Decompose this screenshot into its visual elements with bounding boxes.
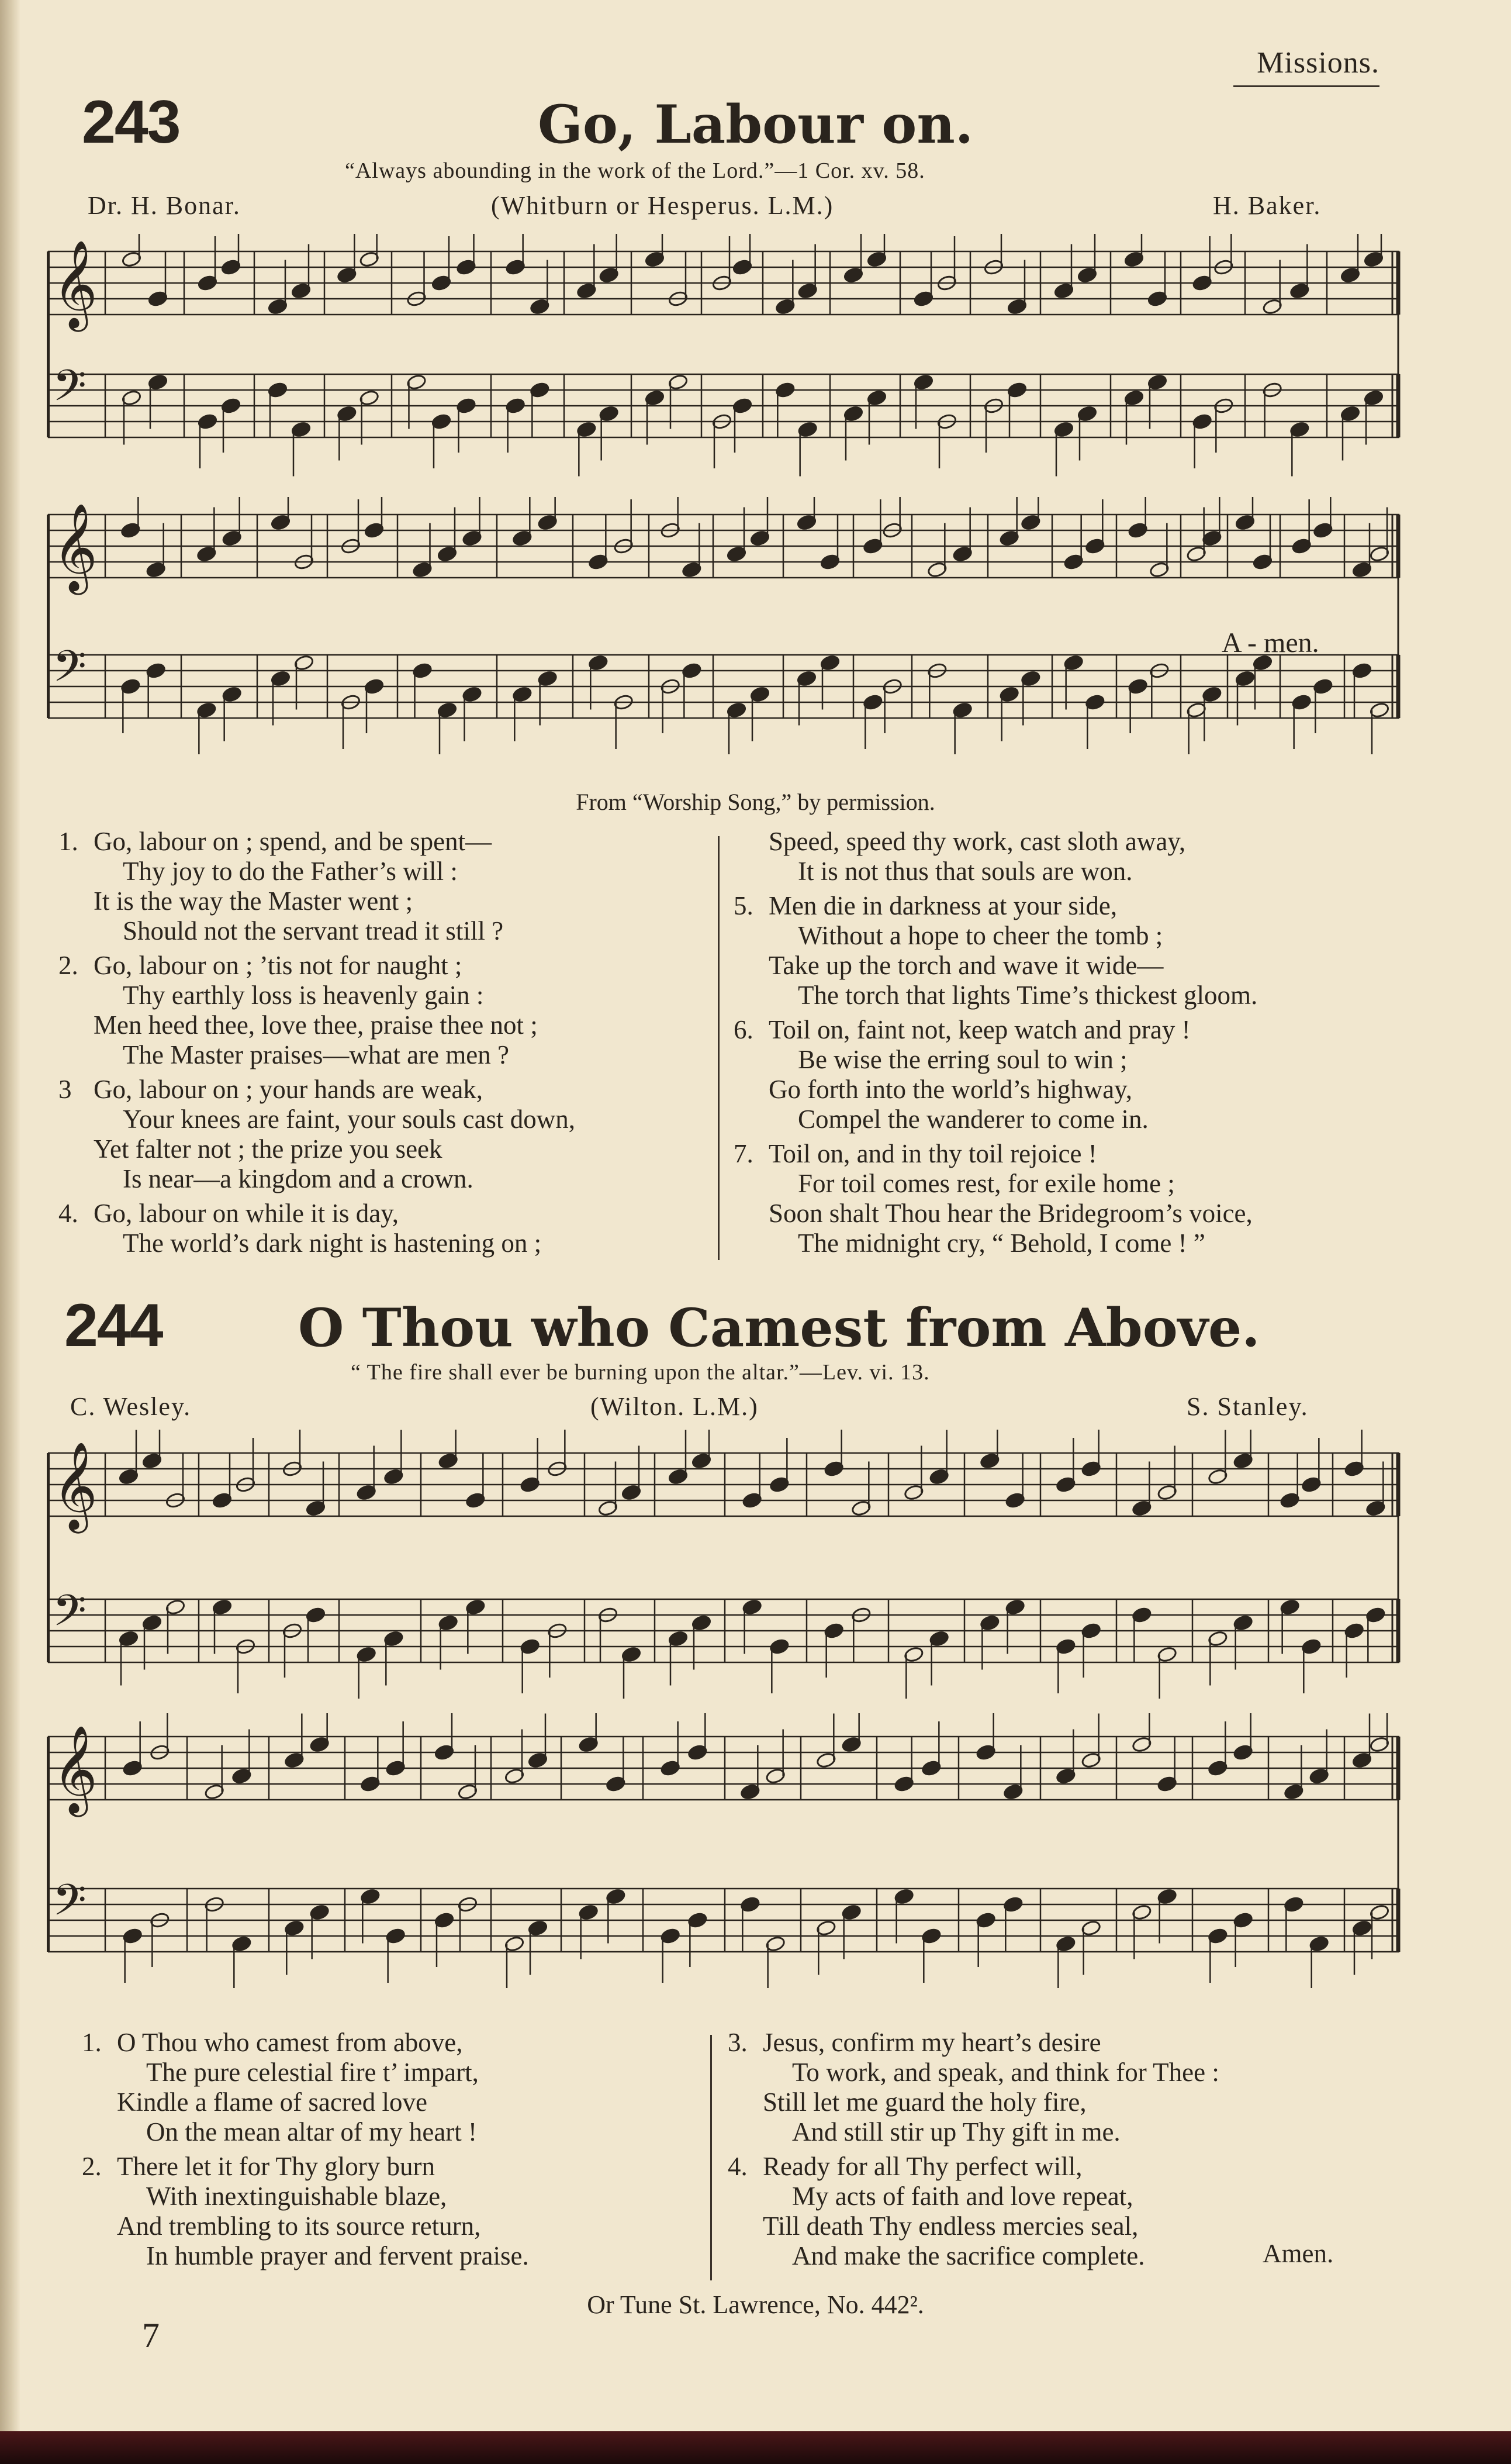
verse-line — [58, 981, 575, 1010]
verse-line — [734, 1199, 1257, 1228]
hymn-244-author: C. Wesley. — [70, 1392, 192, 1421]
verse-line — [728, 2058, 1219, 2087]
verse-line-text: It is not thus that souls are won. — [798, 857, 1133, 886]
verse-line — [734, 1045, 1257, 1075]
verse-line-text: The Master praises—what are men ? — [123, 1040, 509, 1069]
hymn-244-title: O Thou who Camest from Above. — [298, 1297, 1260, 1359]
verse-line — [58, 1228, 575, 1258]
verse-line — [82, 2241, 529, 2271]
verse-line — [728, 2087, 1219, 2117]
verse-line-text: The world’s dark night is hastening on ; — [123, 1228, 542, 1258]
hymn-244-music-system-2 — [47, 1713, 1403, 1988]
verse-line — [58, 1134, 575, 1164]
verse-line — [82, 2182, 529, 2211]
verse-line-text: With inextinguishable blaze, — [146, 2182, 447, 2211]
verse-line-text: Yet falter not ; the prize you seek — [94, 1134, 442, 1164]
hymn-243-number: 243 — [82, 88, 180, 156]
hymn-244-column-rule — [710, 2035, 712, 2280]
verse-line — [728, 2028, 1219, 2058]
book-spine-edge — [0, 0, 20, 2464]
verse-line-text: Should not the servant tread it still ? — [123, 916, 504, 945]
hymn-244-number: 244 — [64, 1292, 162, 1359]
verse-line — [728, 2211, 1219, 2241]
verse — [82, 2028, 529, 2147]
verse-line — [728, 2152, 1219, 2182]
verse-line-text: In humble prayer and fervent praise. — [146, 2241, 529, 2270]
hymn-243-title: Go, Labour on. — [538, 94, 974, 156]
verse-line-text: Be wise the erring soul to win ; — [798, 1045, 1128, 1074]
hymn-243-staves-1 — [47, 234, 1403, 479]
verse-line-text: Thy earthly loss is heavenly gain : — [123, 981, 484, 1010]
hymn-243-column-rule — [718, 836, 720, 1260]
verse-line — [58, 1040, 575, 1070]
verse-line — [734, 1015, 1257, 1045]
section-rule — [1233, 85, 1379, 87]
verse-line — [58, 1010, 575, 1040]
verse-line — [734, 981, 1257, 1010]
verse-line-text: Go forth into the world’s highway, — [769, 1075, 1133, 1104]
verse-line-text: Soon shalt Thou hear the Bridegroom’s voice, — [769, 1199, 1253, 1228]
verse-number: 4. — [58, 1199, 78, 1228]
verse-number: 3 — [58, 1075, 72, 1104]
verse-line — [734, 1228, 1257, 1258]
verse-line-text: Take up the torch and wave it wide— — [769, 951, 1164, 980]
verse — [734, 1015, 1257, 1134]
verse-number: 1. — [58, 827, 78, 856]
verse-line — [734, 951, 1257, 981]
verse-line — [734, 891, 1257, 921]
verse-line-text: Till death Thy endless mercies seal, — [763, 2211, 1139, 2241]
treble-clef-icon: 𝄞 — [53, 1724, 98, 1813]
verse-line — [58, 827, 575, 857]
verse-number: 2. — [58, 951, 78, 980]
verse-line — [58, 916, 575, 946]
verse-line-text: My acts of faith and love repeat, — [792, 2182, 1133, 2211]
page-number: 7 — [142, 2316, 160, 2355]
verse-line — [82, 2152, 529, 2182]
bass-clef-icon: 𝄢 — [53, 1875, 87, 1937]
hymn-244-amen-label: Amen. — [1263, 2239, 1334, 2268]
verse-line-text: Go, labour on ; spend, and be spent— — [94, 827, 492, 856]
verse-line-text: O Thou who camest from above, — [117, 2028, 463, 2057]
hymn-243-verses-right — [734, 827, 1257, 1263]
verse — [728, 2028, 1219, 2147]
verse — [58, 951, 575, 1070]
verse-line-text: And still stir up Thy gift in me. — [792, 2117, 1121, 2146]
verse-line-text: Is near—a kingdom and a crown. — [123, 1164, 473, 1193]
verse-line-text: And make the sacrifice complete. — [792, 2241, 1145, 2270]
verse-line-text: Without a hope to cheer the tomb ; — [798, 921, 1163, 950]
verse-number: 1. — [82, 2028, 102, 2057]
treble-clef-icon: 𝄞 — [53, 1440, 98, 1530]
verse — [734, 827, 1257, 886]
verse — [58, 1199, 575, 1258]
verse-line-text: Jesus, confirm my heart’s desire — [763, 2028, 1101, 2057]
hymn-244-alternate-tune-note: Or Tune St. Lawrence, No. 442². — [587, 2290, 924, 2319]
verse-line-text: Men die in darkness at your side, — [769, 891, 1118, 920]
verse-line-text: Thy joy to do the Father’s will : — [123, 857, 458, 886]
verse-line-text: There let it for Thy glory burn — [117, 2152, 435, 2181]
verse-line-text: The midnight cry, “ Behold, I come ! ” — [798, 1228, 1205, 1258]
verse-line — [734, 1075, 1257, 1105]
bass-clef-icon: 𝄢 — [53, 641, 87, 703]
verse-line — [82, 2211, 529, 2241]
verse-number: 5. — [734, 891, 753, 920]
verse — [734, 891, 1257, 1010]
verse-number: 7. — [734, 1139, 753, 1168]
verse-line — [58, 1075, 575, 1105]
treble-clef-icon: 𝄞 — [53, 502, 98, 591]
verse-number: 2. — [82, 2152, 102, 2181]
page-bottom-band — [0, 2431, 1511, 2464]
verse-line-text: Go, labour on while it is day, — [94, 1199, 399, 1228]
verse-line-text: And trembling to its source return, — [117, 2211, 481, 2241]
hymn-244-staves-1 — [47, 1430, 1403, 1699]
verse-line — [82, 2028, 529, 2058]
verse-line — [58, 951, 575, 981]
bass-clef-icon: 𝄢 — [53, 1585, 87, 1647]
section-label: Missions. — [1257, 46, 1379, 80]
verse-line-text: Men heed thee, love thee, praise thee not ; — [94, 1010, 538, 1040]
verse-line — [82, 2087, 529, 2117]
hymn-244-composer: S. Stanley. — [1187, 1392, 1309, 1421]
verse-line — [734, 1139, 1257, 1169]
hymn-243-permission: From “Worship Song,” by permission. — [576, 789, 935, 815]
hymn-244-verses-right — [728, 2028, 1219, 2276]
verse-line-text: For toil comes rest, for exile home ; — [798, 1169, 1175, 1198]
hymn-243-music-system-2 — [47, 497, 1403, 754]
verse-line — [734, 827, 1257, 857]
hymn-244-music-system-1 — [47, 1430, 1403, 1699]
verse-line — [728, 2182, 1219, 2211]
verse-line — [58, 1199, 575, 1228]
verse-line-text: Compel the wanderer to come in. — [798, 1105, 1149, 1134]
verse — [734, 1139, 1257, 1258]
verse-line-text: To work, and speak, and think for Thee : — [792, 2058, 1219, 2087]
verse-line — [734, 1105, 1257, 1134]
bass-clef-icon: 𝄢 — [53, 360, 87, 422]
verse-line-text: The torch that lights Time’s thickest gloom. — [798, 981, 1258, 1010]
verse — [82, 2152, 529, 2271]
verse-line-text: Your knees are faint, your souls cast down, — [123, 1105, 576, 1134]
hymn-244-tune: (Wilton. L.M.) — [590, 1392, 759, 1421]
verse-line — [58, 857, 575, 886]
verse-line — [734, 857, 1257, 886]
verse-number: 6. — [734, 1015, 753, 1044]
verse-line — [82, 2117, 529, 2147]
hymn-243-staves-2 — [47, 497, 1403, 754]
hymn-243-amen-label: A - men. — [1222, 627, 1319, 658]
verse-line-text: Speed, speed thy work, cast sloth away, — [769, 827, 1186, 856]
verse-number: 3. — [728, 2028, 748, 2057]
verse-line-text: The pure celestial fire t’ impart, — [146, 2058, 479, 2087]
hymn-244-verses-left — [82, 2028, 529, 2276]
verse-line — [728, 2241, 1219, 2271]
hymn-244-staves-2 — [47, 1713, 1403, 1988]
hymn-244-epigraph: “ The fire shall ever be burning upon the altar.”—Lev. vi. 13. — [351, 1360, 930, 1385]
hymn-243-epigraph: “Always abounding in the work of the Lord.”—1 Cor. xv. 58. — [345, 158, 925, 183]
verse-line — [58, 886, 575, 916]
hymn-243-tune: (Whitburn or Hesperus. L.M.) — [491, 191, 834, 220]
verse-number: 4. — [728, 2152, 748, 2181]
verse-line — [734, 1169, 1257, 1199]
verse-line-text: Toil on, and in thy toil rejoice ! — [769, 1139, 1097, 1168]
hymn-243-author: Dr. H. Bonar. — [88, 191, 241, 220]
verse — [58, 1075, 575, 1194]
verse-line-text: Go, labour on ; ’tis not for naught ; — [94, 951, 462, 980]
verse-line-text: Ready for all Thy perfect will, — [763, 2152, 1083, 2181]
verse-line-text: Kindle a flame of sacred love — [117, 2087, 428, 2117]
treble-clef-icon: 𝄞 — [53, 239, 98, 328]
verse-line — [58, 1164, 575, 1194]
verse-line-text: On the mean altar of my heart ! — [146, 2117, 478, 2146]
verse — [728, 2152, 1219, 2271]
verse-line-text: Toil on, faint not, keep watch and pray ! — [769, 1015, 1191, 1044]
verse-line — [734, 921, 1257, 951]
verse-line-text: Go, labour on ; your hands are weak, — [94, 1075, 483, 1104]
verse-line — [728, 2117, 1219, 2147]
verse — [58, 827, 575, 946]
verse-line — [82, 2058, 529, 2087]
hymn-243-music-system-1 — [47, 234, 1403, 479]
hymn-243-composer: H. Baker. — [1213, 191, 1322, 220]
verse-line — [58, 1105, 575, 1134]
hymn-243-verses-left — [58, 827, 575, 1263]
verse-line-text: It is the way the Master went ; — [94, 886, 413, 916]
verse-line-text: Still let me guard the holy fire, — [763, 2087, 1087, 2117]
